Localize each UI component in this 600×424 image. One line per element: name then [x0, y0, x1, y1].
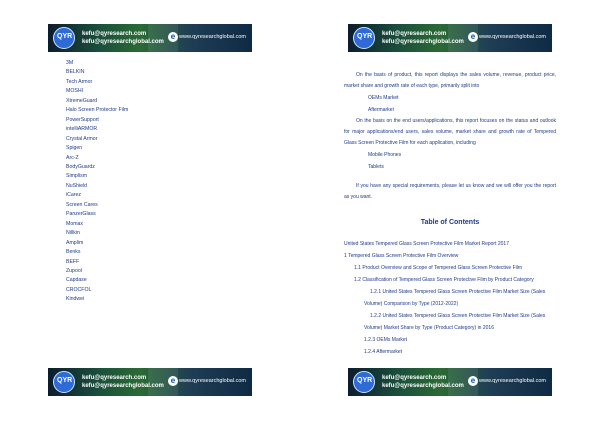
header-banner: [48, 24, 252, 52]
company-list-item: XtremeGuard: [66, 97, 98, 104]
company-list-item: PanzerGlass: [66, 211, 96, 218]
toc-entry: 1 Tempered Glass Screen Protective Film Overview: [344, 253, 459, 259]
company-list-item: Screen Cares: [66, 201, 98, 208]
banner-emails: [82, 374, 164, 390]
company-list-item: iCarez: [66, 192, 81, 199]
banner-website: www.qyresearchglobal.com: [179, 34, 246, 40]
logo-text: QYR: [57, 33, 73, 40]
company-logo-icon: [53, 371, 75, 393]
banner-emails: [82, 30, 164, 46]
application-paragraph: On the basis on the end users/applications, this report focuses on the status and outlook for major applications/end users, sales volume, market share and growth rate of Tempered Glass Screen Protective Film for each application, including: [344, 118, 556, 146]
company-list-item: Kindwei: [66, 296, 85, 303]
company-logo-icon: [353, 371, 375, 393]
banner-email-1: kefu@qyresearch.com: [382, 31, 447, 37]
banner-email-2: kefu@qyresearchglobal.com: [82, 39, 164, 45]
company-list-item: BodyGuardz: [66, 163, 95, 170]
company-list-item: Capdase: [66, 277, 87, 284]
company-list-item: BELKIN: [66, 69, 85, 76]
company-logo-icon: [53, 27, 75, 49]
special-requirements-paragraph: If you have any special requirements, please let us know and we will offer you the report as you want.: [344, 183, 556, 200]
type-item: OEMs Market: [368, 95, 399, 101]
web-icon: e: [468, 32, 478, 42]
banner-email-1: kefu@qyresearch.com: [382, 375, 447, 381]
footer-banner: [48, 368, 252, 396]
logo-text: QYR: [357, 33, 373, 40]
company-list-item: CROCFOL: [66, 286, 92, 293]
company-list-item: MOSHI: [66, 88, 84, 95]
company-list-item: Simplism: [66, 173, 88, 180]
banner-email-2: kefu@qyresearchglobal.com: [82, 383, 164, 389]
web-icon: e: [468, 376, 478, 386]
application-item: Tablets: [368, 164, 384, 170]
footer-banner: [348, 368, 552, 396]
company-list: [66, 59, 128, 305]
company-list-item: 3M: [66, 60, 74, 66]
toc-entry: United States Tempered Glass Screen Protective Film Market Report 2017: [344, 241, 509, 247]
product-type-paragraph: On the basis of product, this report displays the sales volume, revenue, product price, market share and growth rate of each type, primarily split into: [344, 72, 556, 89]
logo-text: QYR: [57, 377, 73, 384]
toc-entry: 1.1 Product Overview and Scope of Tempered Glass Screen Protective Film: [354, 265, 523, 271]
toc-entry: 1.2 Classification of Tempered Glass Screen Protective Film by Product Category: [354, 277, 534, 283]
company-list-item: intelliARMOR: [66, 126, 98, 133]
company-list-item: Arc-Z: [66, 154, 79, 161]
company-list-item: Amplim: [66, 239, 84, 246]
application-item: Mobile Phones: [368, 152, 402, 158]
toc-title: Table of Contents: [420, 219, 480, 226]
company-list-item: Benks: [66, 249, 81, 256]
toc-entry: 1.2.3 OEMs Market: [364, 337, 408, 343]
company-list-item: Spigen: [66, 145, 83, 152]
web-icon: e: [168, 32, 178, 42]
banner-website: www.qyresearchglobal.com: [479, 34, 546, 40]
table-of-contents: [344, 238, 556, 358]
web-icon: e: [168, 376, 178, 386]
company-list-item: Momax: [66, 220, 84, 227]
toc-entry: 1.2.1 United States Tempered Glass Screen Protective Film Market Size (Sales Volume) Comparison by Type (2012-2022): [364, 289, 546, 307]
banner-website: www.qyresearchglobal.com: [479, 378, 546, 384]
toc-entry: 1.2.2 United States Tempered Glass Screen Protective Film Market Size (Sales Volume) Market Share by Type (Product Category) in 2016: [364, 313, 546, 331]
company-list-item: Tech Armor: [66, 78, 93, 85]
company-list-item: Crystal Armor: [66, 135, 98, 142]
header-banner: [348, 24, 552, 52]
company-list-item: Halo Screen Protector Film: [66, 107, 129, 114]
company-list-item: Zupool: [66, 267, 82, 274]
banner-email-1: kefu@qyresearch.com: [82, 375, 147, 381]
company-logo-icon: [353, 27, 375, 49]
toc-entry: 1.2.4 Aftermarket: [364, 349, 403, 355]
company-list-item: Nillkin: [66, 230, 80, 237]
logo-text: QYR: [357, 377, 373, 384]
banner-emails: [382, 374, 464, 390]
type-item: Aftermarket: [368, 107, 394, 113]
company-list-item: BEFF: [66, 258, 80, 265]
banner-email-1: kefu@qyresearch.com: [82, 31, 147, 37]
banner-email-2: kefu@qyresearchglobal.com: [382, 383, 464, 389]
company-list-item: NuShield: [66, 182, 88, 189]
report-content: [344, 70, 556, 358]
banner-email-2: kefu@qyresearchglobal.com: [382, 39, 464, 45]
company-list-item: PowerSupport: [66, 116, 99, 123]
banner-website: www.qyresearchglobal.com: [179, 378, 246, 384]
banner-emails: [382, 30, 464, 46]
